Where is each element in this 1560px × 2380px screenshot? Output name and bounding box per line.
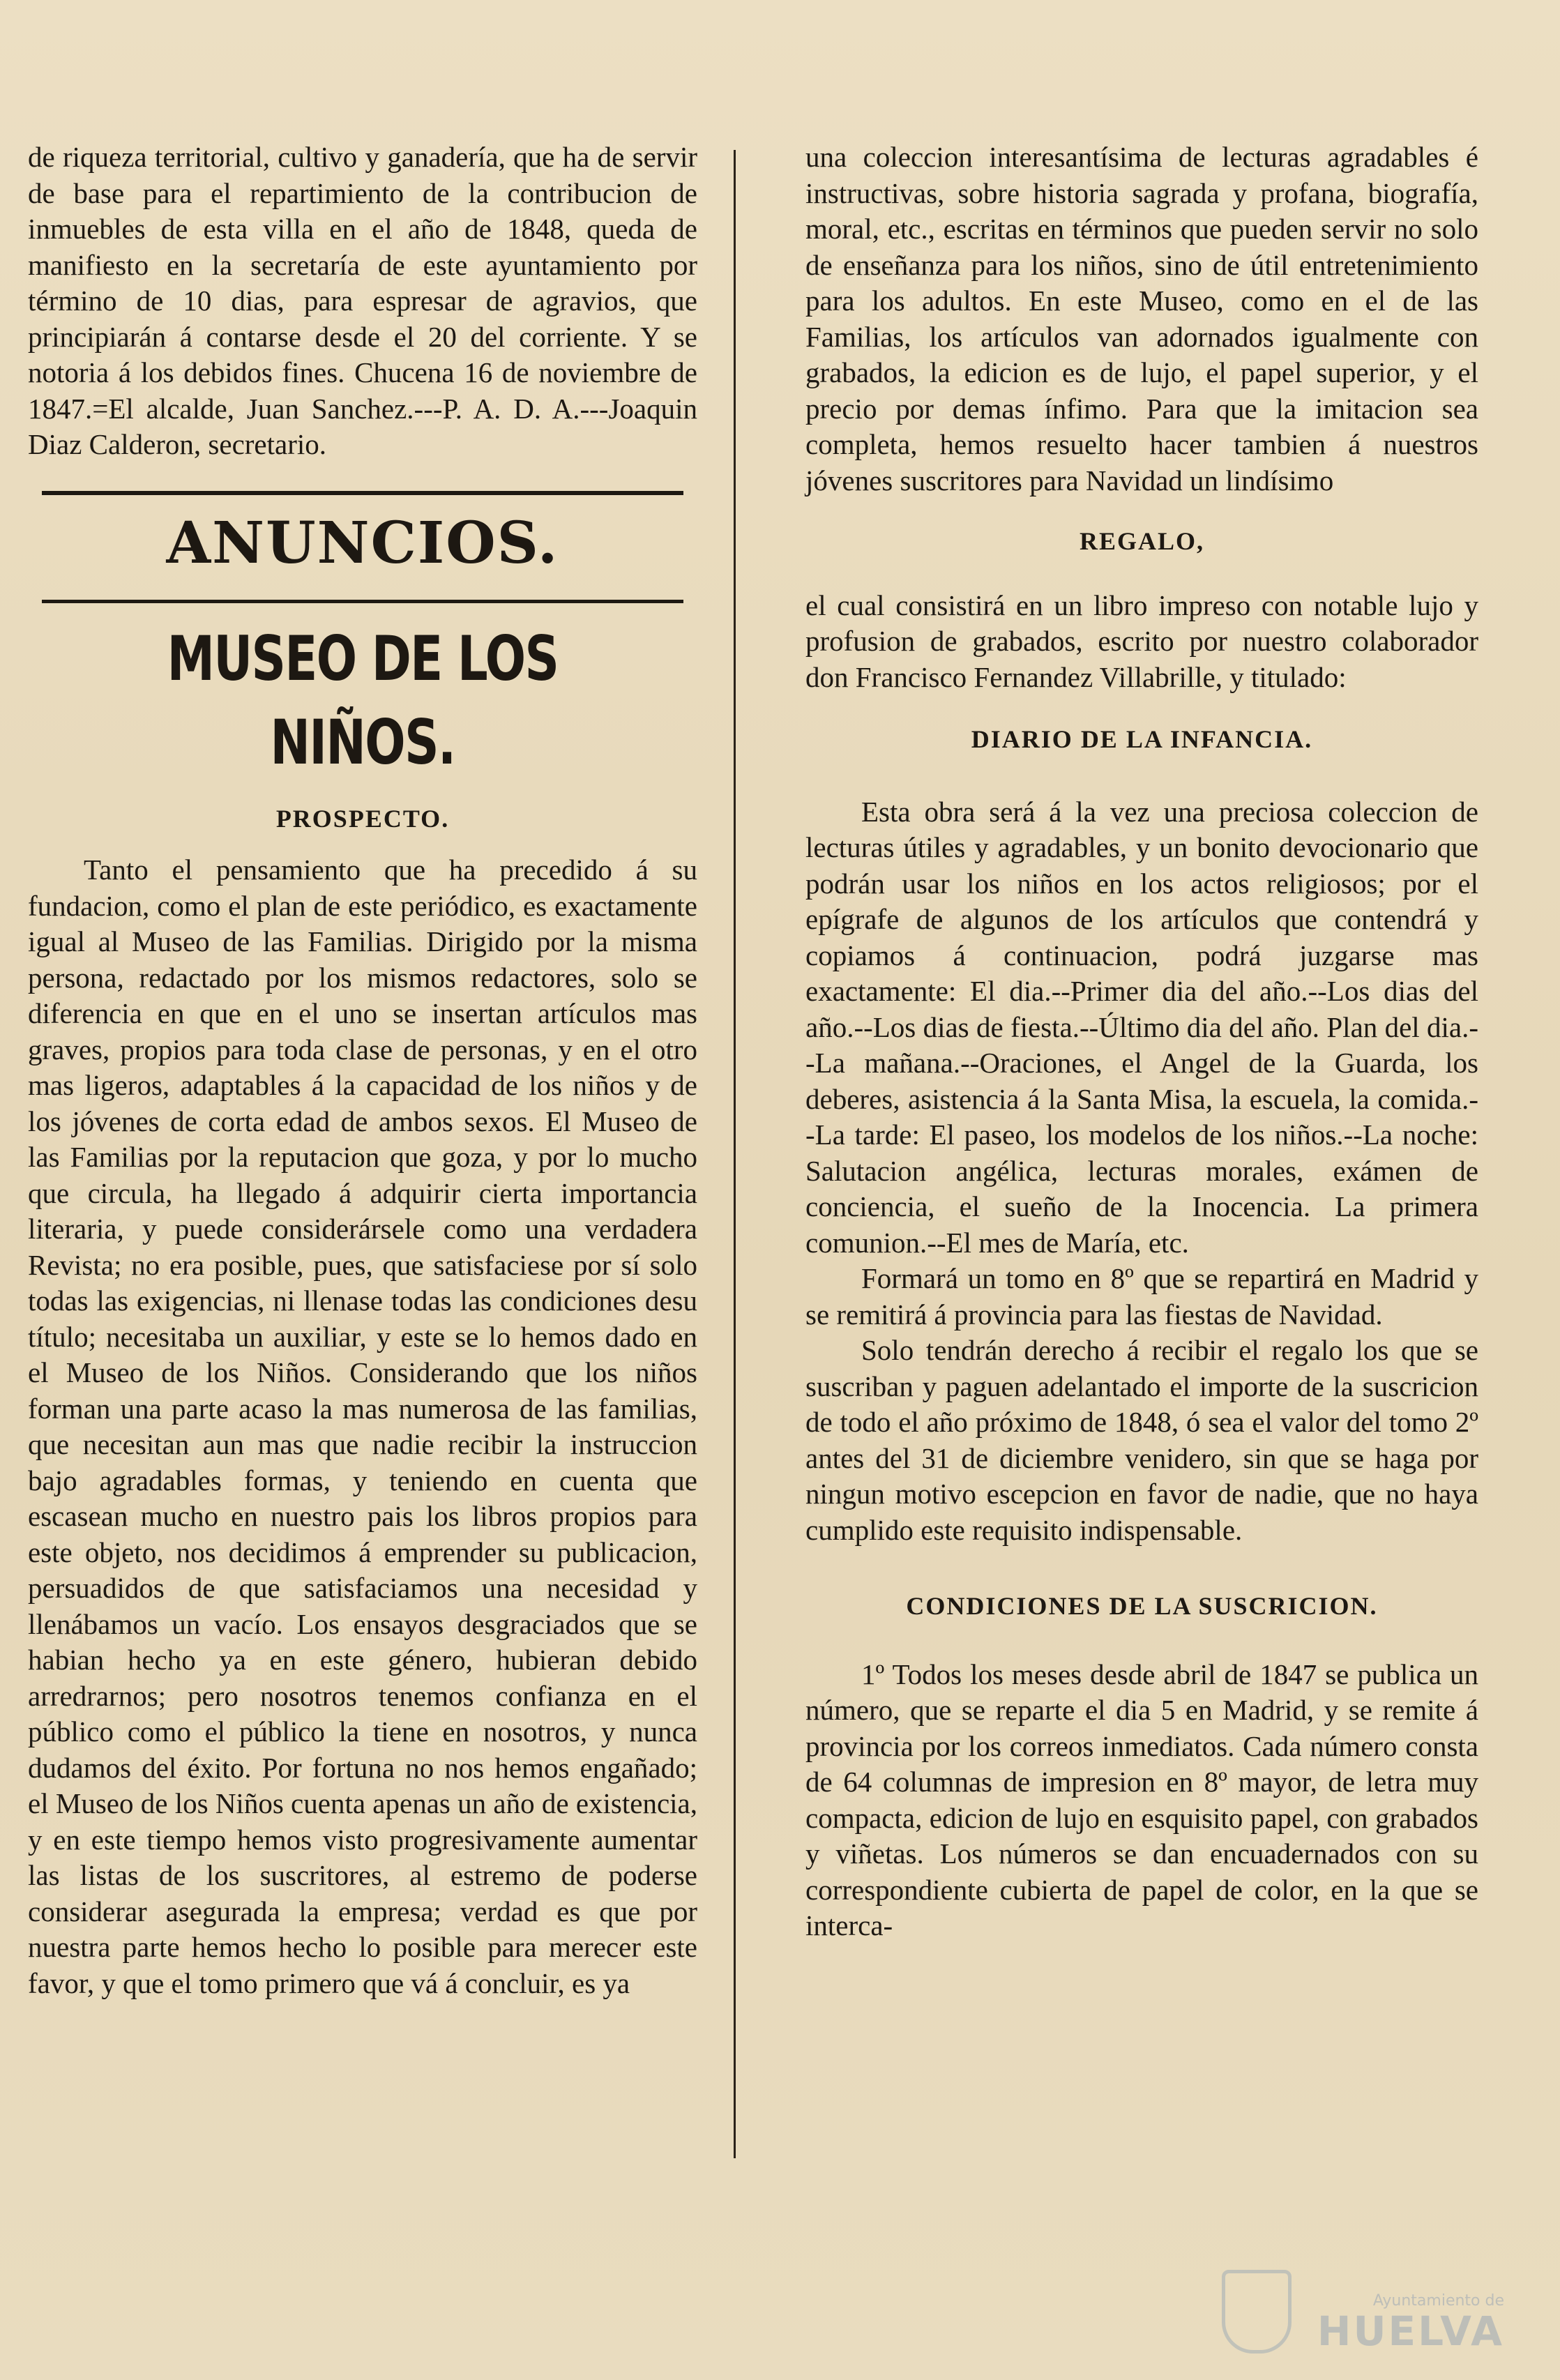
tomo-paragraph: Formará un tomo en 8º que se repartirá en Madrid y se remitirá á provincia para las fiestas de Navidad. <box>805 1262 1478 1331</box>
intro-paragraph: de riqueza territorial, cultivo y ganadería, que ha de servir de base para el repartimiento de la contribucion de inmuebles de esta villa en el año de 1848, queda de manifiesto en la secretaría de este ayuntamiento por término de 10 dias, para espresar de agravios, que principiarán á contarse desde el 20 del corriente. Y se notoria á los debidos fines. Chucena 16 de noviembre de 1847.=El alcalde, Juan Sanchez.---P. A. D. A.---Joaquin Diaz Calderon, secretario. <box>28 141 697 460</box>
diario-paragraph: Esta obra será á la vez una preciosa coleccion de lecturas útiles y agradables, y un bonito devocionario que podrán usar los niños en los actos religiosos; por el epígrafe de algunos de los artículos que contendrá y copiamos á continuacion, podrá juzgarse mas exactamente: El dia.--Primer dia del año.--Los dias del año.--Los dias de fiesta.--Último dia del año. Plan del dia.--La mañana.--Oraciones, el Angel de la Guarda, los deberes, asistencia á la Santa Misa, la escuela, la comida.--La tarde: El paseo, los modelos de los niños.--La noche: Salutacion angélica, lecturas morales, exámen de conciencia, el sueño de la Inocencia. La primera comunion.--El mes de María, etc. <box>805 795 1478 1259</box>
watermark <box>1317 2292 1504 2355</box>
bottom-rule <box>42 600 683 603</box>
watermark-line2: HUELVA <box>1317 2307 1504 2355</box>
huelva-shield-icon <box>1222 2270 1292 2354</box>
condiciones-paragraph: 1º Todos los meses desde abril de 1847 se publica un número, que se reparte el dia 5 en Madrid, y se remite á provincia por los correos inmediatos. Cada número consta de 64 columnas de impresion en 8º mayor, de letra muy compacta, edicion de lujo en esquisito papel, con grabados y viñetas. Los números se dan encuadernados con su correspondiente cubierta de papel de color, en la que se interca- <box>805 1658 1478 1941</box>
museo-title: MUSEO DE LOS NIÑOS. <box>167 622 559 778</box>
column-divider <box>734 150 736 2158</box>
prospecto-body: Tanto el pensamiento que ha precedido á su fundacion, como el plan de este periódico, es exactamente igual al Museo de las Familias. Dirigido por la misma persona, redactado por los mismos redactores, solo se diferencia en que en el uno se insertan artículos mas graves, propios para toda clase de personas, y en el otro mas ligeros, adaptables á la capacidad de los niños y de los jóvenes de corta edad de ambos sexos. El Museo de las Familias por la reputacion que goza, y por lo mucho que circula, ha llegado á adquirir cierta importancia literaria, y puede considerársele como una verdadera Revista; no era posible, pues, que satisfaciese por sí solo todas las exigencias, ni llenase todas las condiciones desu título; necesitaba un auxiliar, y este se lo hemos dado en el Museo de los Niños. Considerando que los niños forman una parte acaso la mas numerosa de las familias, que necesitan aun mas que nadie recibir la instruccion bajo agradables formas, y teniendo en cuenta que escasean mucho en nuestro pais los libros propios para este objeto, nos decidimos á emprender su publicacion, persuadidos de que satisfaciamos una necesidad y llenábamos un vacío. Los ensayos desgraciados que se habian hecho ya en este género, hubieran debido arredrarnos; pero nosotros tenemos confianza en el público como el público la tiene en nosotros, y nunca dudamos del éxito. Por fortuna no nos hemos engañado; el Museo de los Niños cuenta apenas un año de existencia, y en este tiempo hemos visto progresivamente aumentar las listas de los suscritores, al estremo de poderse considerar asegurada la empresa; verdad es que por nuestra parte hemos hecho lo posible para merecer este favor, y que el tomo primero que vá á concluir, es ya <box>28 854 697 1999</box>
prospecto-heading: PROSPECTO. <box>275 804 450 833</box>
continuation-paragraph: una coleccion interesantísima de lecturas agradables é instructivas, sobre historia sagrada y profana, biografía, moral, etc., escritas en términos que pueden servir no solo de enseñanza para los niños, sino de útil entretenimiento para los adultos. En este Museo, como en el de las Familias, los artículos van adornados igualmente con grabados, la edicion es de lujo, el papel superior, y el precio por demas ínfimo. Para que la imitacion sea completa, hemos resuelto hacer tambien á nuestros jóvenes suscritores para Navidad un lindísimo <box>805 141 1478 497</box>
left-column <box>28 139 697 2001</box>
diario-heading: DIARIO DE LA INFANCIA. <box>971 725 1313 753</box>
top-rule <box>42 491 683 495</box>
condiciones-heading: CONDICIONES DE LA SUSCRICION. <box>906 1592 1378 1620</box>
regalo-paragraph: el cual consistirá en un libro impreso con notable lujo y profusion de grabados, escrito por nuestro colaborador don Francisco Fernandez Villabrille, y titulado: <box>805 589 1478 693</box>
regalo-heading: REGALO, <box>1079 527 1205 555</box>
anuncios-heading: ANUNCIOS. <box>166 509 559 577</box>
watermark-line1: Ayuntamiento de <box>1372 2292 1504 2310</box>
right-column <box>805 139 1478 1944</box>
derecho-paragraph: Solo tendrán derecho á recibir el regalo los que se suscriban y paguen adelantado el importe de la suscricion de todo el año próximo de 1848, ó sea el valor del tomo 2º antes del 31 de diciembre venidero, sin que se haga por ningun motivo escepcion en favor de nadie, que no haya cumplido este requisito indispensable. <box>805 1334 1478 1546</box>
